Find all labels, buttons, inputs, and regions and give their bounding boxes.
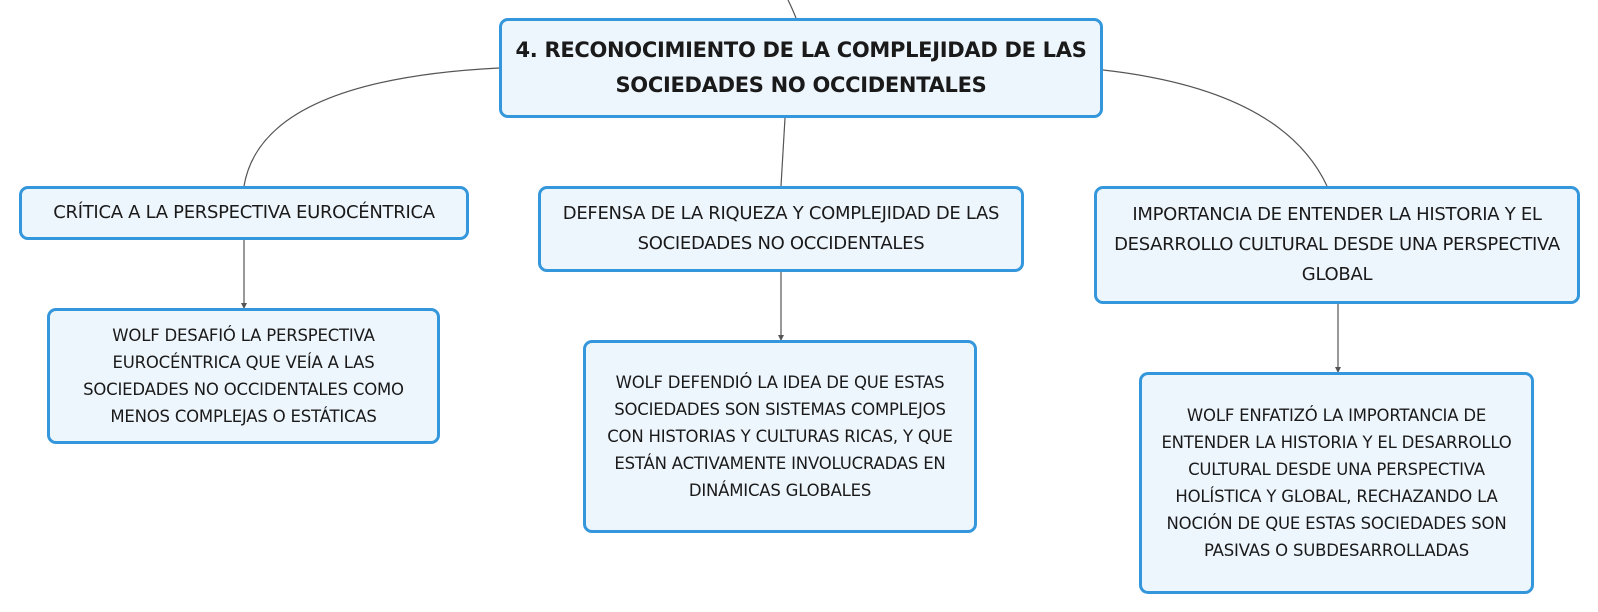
root-topic-node[interactable] [499, 18, 1103, 118]
detail-node-eurocentric-critique[interactable] [47, 308, 440, 444]
root-topic-text: 4. RECONOCIMIENTO DE LA COMPLEJIDAD DE LAS SOCIEDADES NO OCCIDENTALES [515, 38, 1087, 97]
connector-root-to-branch-3 [1103, 70, 1327, 186]
branch-title: CRÍTICA A LA PERSPECTIVA EUROCÉNTRICA [53, 202, 435, 223]
branch-title: IMPORTANCIA DE ENTENDER LA HISTORIA Y EL DESARROLLO CULTURAL DESDE UNA PERSPECTIVA GLOBAL [1114, 204, 1560, 285]
branch-node-eurocentric-critique[interactable] [19, 186, 469, 240]
branch-title: DEFENSA DE LA RIQUEZA Y COMPLEJIDAD DE LAS SOCIEDADES NO OCCIDENTALES [562, 203, 1000, 254]
connector-root-to-branch-1 [244, 68, 499, 186]
connector-root-to-branch-2 [781, 118, 785, 186]
detail-text: WOLF DESAFIÓ LA PERSPECTIVA EUROCÉNTRICA QUE VEÍA A LAS SOCIEDADES NO OCCIDENTALES COMO MENOS COMPLEJAS O ESTÁTICAS [83, 326, 404, 426]
detail-text: WOLF ENFATIZÓ LA IMPORTANCIA DE ENTENDER LA HISTORIA Y EL DESARROLLO CULTURAL DESDE UNA PERSPECTIVA HOLÍSTICA Y GLOBAL, RECHAZANDO LA NOCIÓN DE QUE ESTAS SOCIEDADES SON PASIVAS O SUBDESARROLLADAS [1161, 406, 1512, 560]
detail-node-global-perspective[interactable] [1139, 372, 1534, 594]
branch-node-global-perspective[interactable] [1094, 186, 1580, 304]
detail-text: WOLF DEFENDIÓ LA IDEA DE QUE ESTAS SOCIEDADES SON SISTEMAS COMPLEJOS CON HISTORIAS Y CULTURAS RICAS, Y QUE ESTÁN ACTIVAMENTE INVOLUCRADAS EN DINÁMICAS GLOBALES [607, 373, 953, 500]
connector-parent-to-root [788, 0, 796, 18]
detail-node-defense-of-complexity[interactable] [583, 340, 977, 533]
branch-node-defense-of-complexity[interactable] [538, 186, 1024, 272]
